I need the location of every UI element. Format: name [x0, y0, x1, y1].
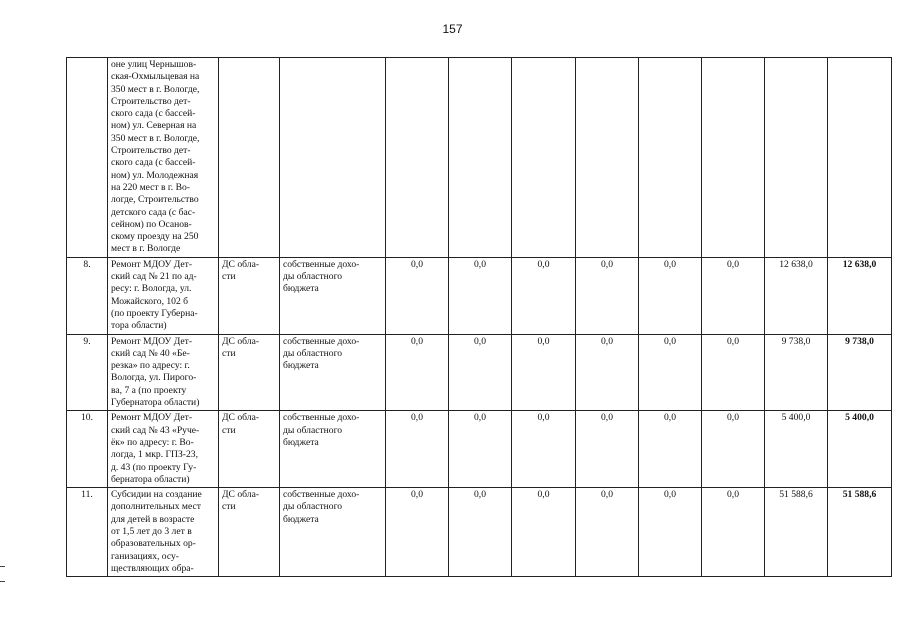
value-cell: 0,0: [576, 334, 639, 411]
executor-cell: ДС обла- сти: [219, 334, 280, 411]
total-cell: 51 588,6: [828, 488, 892, 577]
value-cell: 0,0: [512, 488, 576, 577]
value-cell: 0,0: [386, 488, 449, 577]
value-cell: 0,0: [576, 411, 639, 488]
total-cell: 5 400,0: [828, 411, 892, 488]
funding-source-cell: собственные дохо- ды областного бюджета: [280, 334, 386, 411]
continuation-name-cell: [108, 58, 219, 258]
row-number-cell: 10.: [67, 411, 108, 488]
funding-source-cell: собственные дохо- ды областного бюджета: [280, 257, 386, 334]
value-cell: 0,0: [449, 334, 512, 411]
value-cell: 0,0: [702, 411, 765, 488]
row-number-cell: 8.: [67, 257, 108, 334]
value-cell: 0,0: [639, 488, 702, 577]
value-cell: 0,0: [449, 257, 512, 334]
value-cell: 0,0: [576, 488, 639, 577]
page-number: 157: [442, 22, 463, 36]
value-cell: 0,0: [386, 411, 449, 488]
executor-cell: ДС обла- сти: [219, 411, 280, 488]
value-cell: 0,0: [702, 488, 765, 577]
executor-cell: ДС обла- сти: [219, 488, 280, 577]
value-cell: 0,0: [512, 411, 576, 488]
continuation-row: [67, 58, 892, 258]
value-cell: 9 738,0: [765, 334, 828, 411]
value-cell: 0,0: [576, 257, 639, 334]
funding-source-cell: собственные дохо- ды областного бюджета: [280, 488, 386, 577]
table-row: [67, 257, 892, 334]
value-cell: 51 588,6: [765, 488, 828, 577]
object-name-cell: Ремонт МДОУ Дет- ский сад № 43 «Руче- ёк» по адресу: г. Во- логда, 1 мкр. ГПЗ-23, д. 43 (по проекту Гу- бернатора области): [108, 411, 219, 488]
value-cell: 12 638,0: [765, 257, 828, 334]
value-cell: 0,0: [639, 411, 702, 488]
object-name-cell: Ремонт МДОУ Дет- ский сад № 21 по ад- ресу: г. Вологда, ул. Можайского, 102 б (по проекту Губерна- тора области): [108, 257, 219, 334]
value-cell: 0,0: [639, 334, 702, 411]
data-rows: [67, 257, 892, 576]
value-cell: 0,0: [512, 257, 576, 334]
row-number-cell: 11.: [67, 488, 108, 577]
value-cell: 0,0: [512, 334, 576, 411]
value-cell: 0,0: [386, 334, 449, 411]
value-cell: 5 400,0: [765, 411, 828, 488]
table-row: [67, 334, 892, 411]
value-cell: 0,0: [386, 257, 449, 334]
table-row: [67, 411, 892, 488]
total-cell: 12 638,0: [828, 257, 892, 334]
total-cell: 9 738,0: [828, 334, 892, 411]
value-cell: 0,0: [449, 488, 512, 577]
row-number-cell: [67, 58, 108, 258]
executor-cell: ДС обла- сти: [219, 257, 280, 334]
continuation-text: оне улиц Чернышов- ская-Охмыльцевая на 350 мест в г. Вологде, Строительство дет- ского сада (с бассей- ном) ул. Северная на 350 мест в г. Вологде, Строительство дет- ского сада (с бассей- ном) ул. Молодежная на 220 мест в г. Во- логде, Строительство детского сада (с бас- сейном) по Осанов- скому проезду на 250 мест в г. Вологде: [111, 59, 200, 255]
row-number-cell: 9.: [67, 334, 108, 411]
object-name-cell: Субсидии на создание дополнительных мест для детей в возрасте от 1,5 лет до 3 лет в образовательных ор- ганизациях, осу- ществляющих обра-: [108, 488, 219, 577]
value-cell: 0,0: [702, 334, 765, 411]
value-cell: 0,0: [449, 411, 512, 488]
object-name-cell: Ремонт МДОУ Дет- ский сад № 40 «Бе- резка» по адресу: г. Вологда, ул. Пирого- ва, 7 а (по проекту Губернатора области): [108, 334, 219, 411]
edge-mark: [0, 581, 5, 582]
value-cell: 0,0: [639, 257, 702, 334]
edge-mark: [0, 566, 5, 567]
budget-table: [66, 57, 892, 577]
value-cell: 0,0: [702, 257, 765, 334]
table-row: [67, 488, 892, 577]
funding-source-cell: собственные дохо- ды областного бюджета: [280, 411, 386, 488]
